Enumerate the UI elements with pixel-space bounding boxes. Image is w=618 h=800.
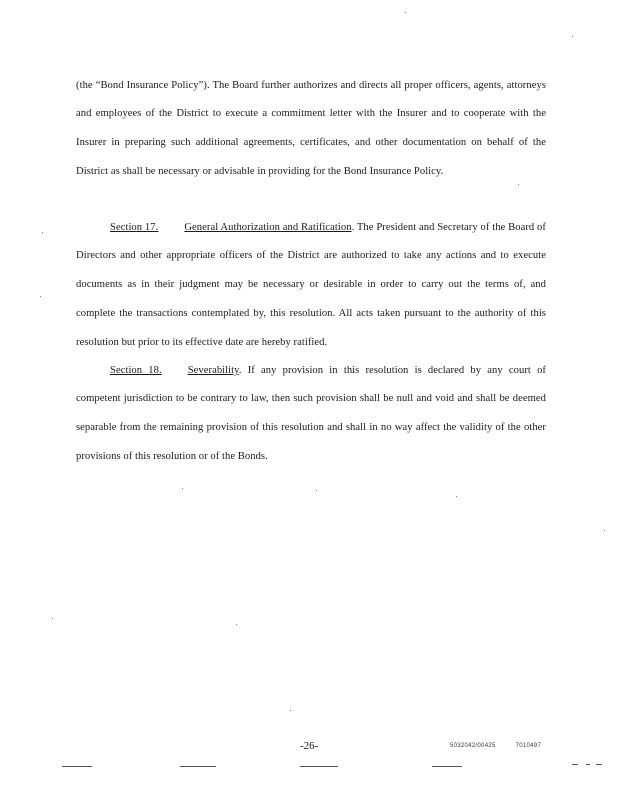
page-number: -26-: [300, 740, 319, 752]
document-code-main: 5032042/00425: [450, 743, 496, 749]
scan-speck: [316, 490, 317, 491]
scan-speck: [518, 184, 519, 185]
initial-line: [432, 766, 462, 767]
initial-line: [572, 764, 578, 765]
document-code: [450, 743, 541, 749]
scan-speck: [182, 488, 183, 489]
scan-speck: [236, 624, 237, 625]
paragraph-section-17: [76, 214, 546, 358]
scan-speck: [405, 12, 406, 13]
scan-speck: [42, 232, 43, 233]
paragraph-text: (the “Bond Insurance Policy”). The Board further authorizes and directs all proper officers, agents, attorneys and employees of the District to execute a commitment letter with the Insurer and to cooperate with the Insurer in preparing such additional agreements, certificates, and other documentation on behalf of the District as shall be necessary or advisable in providing for the Bond Insurance Policy.: [76, 79, 546, 177]
initial-line: [586, 764, 590, 765]
initial-line: [180, 766, 216, 767]
scan-speck: [572, 36, 573, 37]
section-number: Section 18.: [110, 364, 162, 376]
scan-speck: [456, 496, 457, 497]
section-heading: Severability: [187, 364, 239, 376]
scan-speck: [52, 618, 53, 619]
scan-speck: [604, 530, 605, 531]
section-heading: General Authorization and Ratification: [184, 221, 352, 233]
paragraph-bond-insurance: [76, 72, 546, 187]
initial-line: [300, 766, 338, 767]
initial-line: [62, 766, 92, 767]
section-number: Section 17.: [110, 221, 159, 233]
initial-line: [596, 764, 602, 765]
paragraph-text: . If any provision in this resolution is declared by any court of competent jurisdiction to be contrary to law, then such provision shall be null and void and shall be deemed separable from the remaining provision of this resolution and shall in no way affect the validity of the other provisions of this resolution or of the Bonds.: [76, 364, 546, 462]
paragraph-section-18: [76, 357, 546, 472]
scan-speck: [290, 710, 291, 711]
document-code-suffix: 7010497: [515, 743, 542, 749]
paragraph-text: . The President and Secretary of the Board of Directors and other appropriate officers of the District are authorized to take any actions and to execute documents as in their judgment may be necessary or desirable in order to carry out the terms of, and complete the transactions contemplated by, this resolution. All acts taken pursuant to the authority of this resolution but prior to its effective date are hereby ratified.: [76, 221, 546, 348]
scan-speck: [40, 296, 41, 297]
